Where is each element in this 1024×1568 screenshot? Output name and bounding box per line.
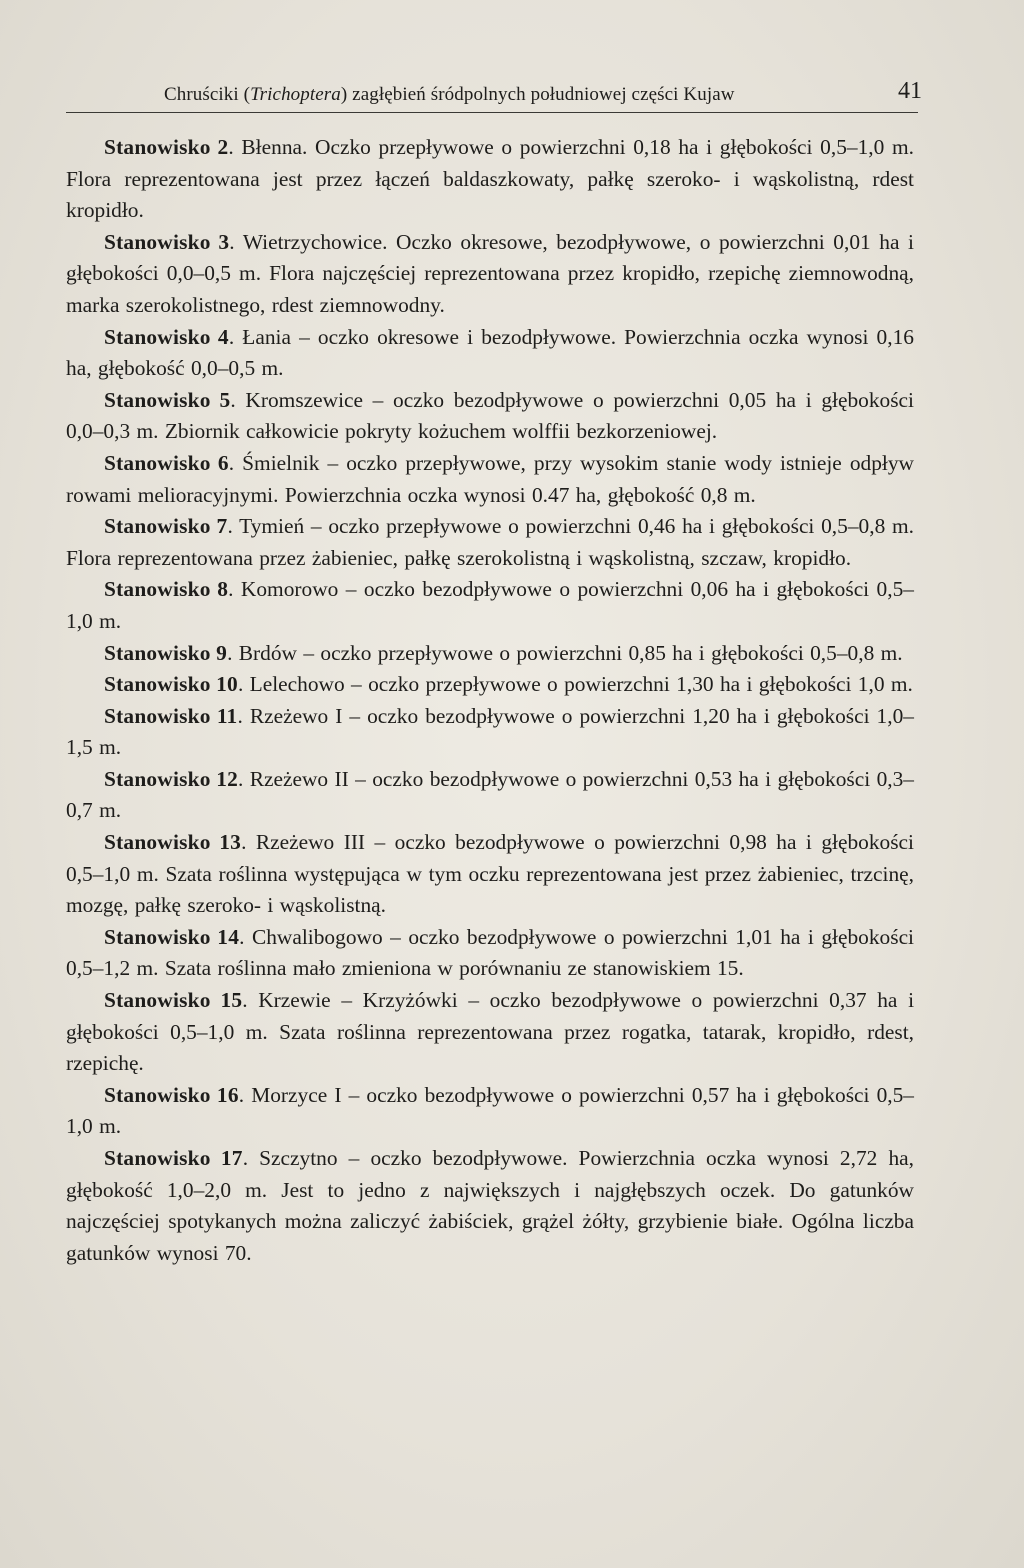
site-label: Stanowisko 6: [104, 450, 229, 475]
site-description: . Chwalibogowo – oczko bezodpływowe o powierzchni 1,01 ha i głębokości 0,5–1,2 m. Szata roślinna mało zmieniona w porównaniu ze stanowiskiem 15.: [66, 924, 915, 981]
site-entry-9: [66, 638, 914, 670]
site-entry-6: [66, 448, 914, 511]
site-description: . Śmielnik – oczko przepływowe, przy wysokim stanie wody istnieje odpływ rowami melioracyjnymi. Powierzchnia oczka wynosi 0.47 ha, głębokość 0,8 m.: [66, 450, 914, 507]
site-label: Stanowisko 14: [104, 924, 240, 949]
site-entry-5: [66, 385, 914, 448]
running-header: [66, 78, 922, 113]
site-entry-12: [66, 764, 914, 827]
site-entry-2: [66, 132, 914, 227]
site-entry-16: [66, 1080, 914, 1143]
site-label: Stanowisko 15: [104, 988, 243, 1013]
site-entry-7: [66, 511, 914, 574]
site-label: Stanowisko 11: [104, 703, 238, 728]
running-title-italic: Trichoptera: [250, 84, 341, 105]
site-description: . Komorowo – oczko bezodpływowe o powierzchni 0,06 ha i głębokości 0,5–1,0 m.: [66, 577, 914, 633]
site-entry-10: [66, 669, 914, 701]
site-description: . Łania – oczko okresowe i bezodpływowe. Powierzchnia oczka wynosi 0,16 ha, głębokość 0,0–0,5 m.: [66, 324, 914, 381]
site-description: . Rzeżewo III – oczko bezodpływowe o powierzchni 0,98 ha i głębokości 0,5–1,0 m. Szata roślinna występująca w tym oczku reprezentowana jest przez żabieniec, trzcinę, mozgę, pałkę szeroko- i wąskolistną.: [66, 830, 914, 918]
site-entry-8: [66, 574, 914, 637]
site-entry-17: [66, 1143, 914, 1269]
running-title: [164, 84, 735, 106]
site-description: . Krzewie – Krzyżówki – oczko bezodpływowe o powierzchni 0,37 ha i głębokości 0,5–1,0 m. Szata roślinna reprezentowana przez rogatka, tatarak, kropidło, rdest, rzepichę.: [66, 988, 915, 1076]
site-label: Stanowisko 9: [104, 640, 228, 665]
site-entry-3: [66, 227, 914, 322]
running-title-part2: ) zagłębień śródpolnych południowej części Kujaw: [340, 84, 735, 105]
site-label: Stanowisko 13: [104, 830, 242, 855]
site-description: . Lelechowo – oczko przepływowe o powierzchni 1,30 ha i głębokości 1,0 m.: [237, 672, 913, 697]
site-entry-13: [66, 827, 914, 922]
site-entry-11: [66, 701, 914, 764]
body-text: [66, 132, 914, 1269]
site-label: Stanowisko 16: [104, 1082, 239, 1107]
site-label: Stanowisko 10: [104, 672, 238, 697]
site-label: Stanowisko 17: [104, 1146, 243, 1170]
site-description: . Tymień – oczko przepływowe o powierzchni 0,46 ha i głębokości 0,5–0,8 m. Flora reprezentowana przez żabieniec, pałkę szerokolistną i wąskolistną, szczaw, kropidło.: [66, 514, 914, 570]
site-description: . Błenna. Oczko przepływowe o powierzchni 0,18 ha i głębokości 0,5–1,0 m. Flora reprezentowana jest przez łączeń baldaszkowaty, pałkę szeroko- i wąskolistną, rdest kropidło.: [66, 135, 914, 223]
site-label: Stanowisko 8: [104, 577, 229, 602]
running-title-part1: Chruściki (: [164, 84, 251, 105]
site-description: . Szczytno – oczko bezodpływowe. Powierzchnia oczka wynosi 2,72 ha, głębokość 1,0–2,0 m. Jest to jedno z największych i najgłębszych oczek. Do gatunków najczęściej spotykanych można zaliczyć żabiściek, grążel żółty, grzybienie białe. Ogólna liczba gatunków wynosi 70.: [66, 1146, 914, 1265]
site-description: . Wietrzychowice. Oczko okresowe, bezodpływowe, o powierzchni 0,01 ha i głębokości 0,0–0,5 m. Flora najczęściej reprezentowana przez kropidło, rzepichę ziemnowodną, marka szerokolistnego, rdest ziemnowodny.: [66, 229, 914, 317]
site-description: . Rzeżewo II – oczko bezodpływowe o powierzchni 0,53 ha i głębokości 0,3–0,7 m.: [66, 766, 914, 823]
site-label: Stanowisko 4: [104, 324, 229, 349]
site-label: Stanowisko 3: [104, 229, 230, 254]
site-entry-14: [66, 922, 914, 985]
site-label: Stanowisko 2: [104, 135, 229, 159]
site-description: . Rzeżewo I – oczko bezodpływowe o powierzchni 1,20 ha i głębokości 1,0–1,5 m.: [66, 703, 914, 760]
site-entry-4: [66, 322, 914, 385]
site-description: . Morzyce I – oczko bezodpływowe o powierzchni 0,57 ha i głębokości 0,5–1,0 m.: [66, 1082, 915, 1139]
site-description: . Brdów – oczko przepływowe o powierzchni 0,85 ha i głębokości 0,5–0,8 m.: [227, 640, 903, 665]
page-number: 41: [898, 78, 922, 104]
site-label: Stanowisko 7: [104, 514, 228, 539]
site-label: Stanowisko 5: [104, 387, 231, 412]
site-description: . Kromszewice – oczko bezodpływowe o powierzchni 0,05 ha i głębokości 0,0–0,3 m. Zbiornik całkowicie pokryty kożuchem wolffii bezkorzeniowej.: [66, 387, 914, 444]
site-label: Stanowisko 12: [104, 766, 238, 791]
site-entry-15: [66, 985, 914, 1080]
